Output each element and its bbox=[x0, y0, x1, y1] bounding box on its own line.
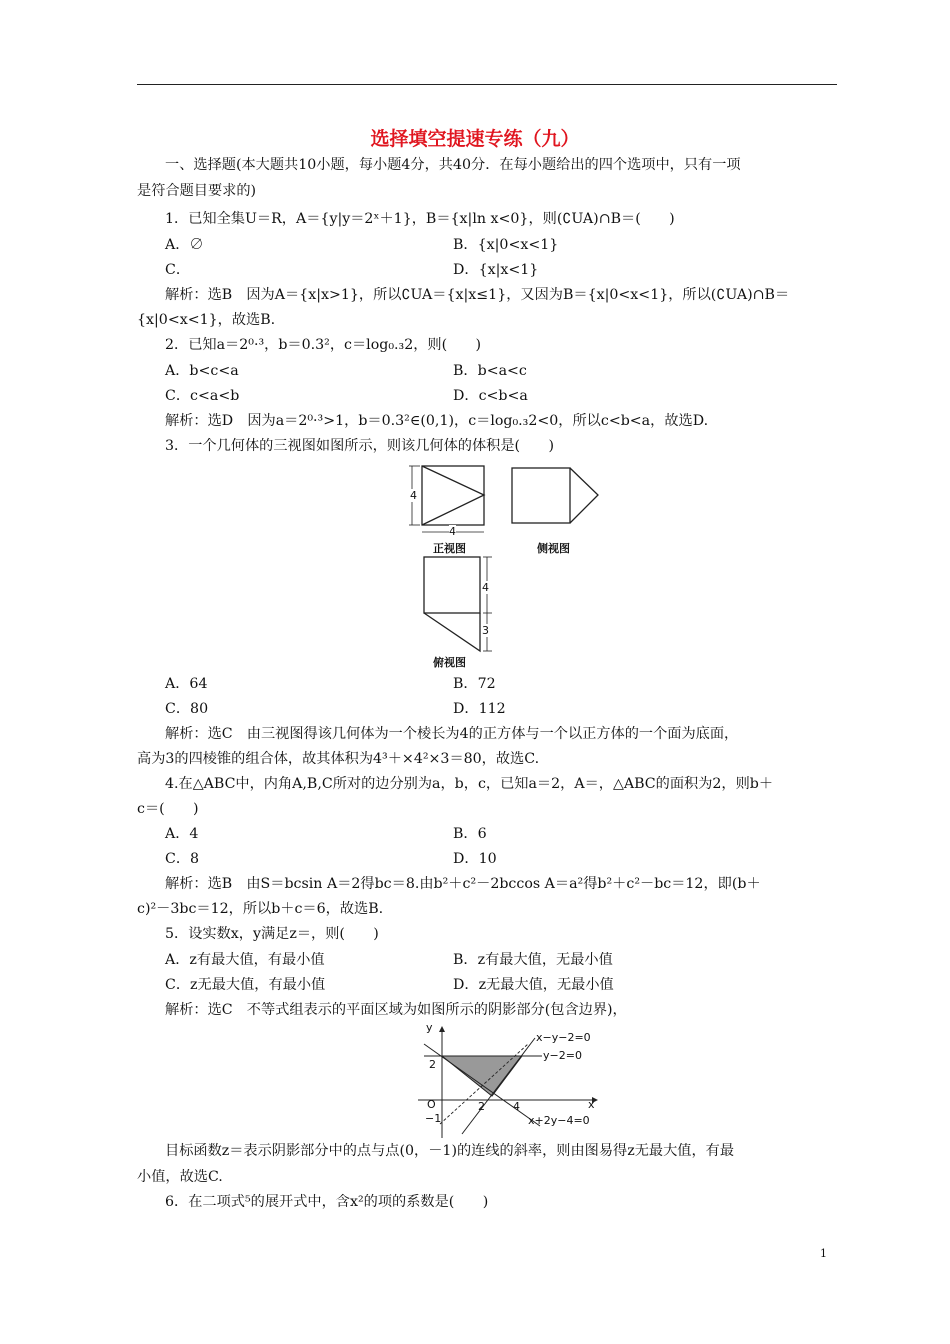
q3-option-c: C．80 bbox=[165, 701, 209, 717]
q5-stem: 5．设实数x，y满足z＝，则( ) bbox=[165, 926, 379, 942]
q1-option-b: B．{x|0<x<1} bbox=[453, 237, 559, 253]
q4-solution-line-1: 解析：选B 由S＝bcsin A＝2得bc＝8.由b²＋c²－2bccos A＝a²得b²＋c²－bc＝12，即(b＋ bbox=[165, 876, 761, 892]
q2-option-c: C．c<a<b bbox=[165, 388, 240, 404]
graph-origin-label: O bbox=[427, 1098, 436, 1111]
graph-line-x-minus-y-minus-2: x−y−2=0 bbox=[536, 1031, 591, 1044]
q3-stem: 3．一个几何体的三视图如图所示，则该几何体的体积是( ) bbox=[165, 438, 554, 454]
q5-solution: 解析：选C 不等式组表示的平面区域为如图所示的阴影部分(包含边界)， bbox=[165, 1002, 627, 1018]
q4-stem-line-1: 4.在△ABC中，内角A,B,C所对的边分别为a，b，c，已知a＝2，A＝，△ABC的面积为2，则b＋ bbox=[165, 776, 774, 792]
q3-solution-line-1: 解析：选C 由三视图得该几何体为一个棱长为4的正方体与一个以正方体的一个面为底面， bbox=[165, 726, 739, 742]
graph-tick-y-minus-1: −1 bbox=[425, 1112, 442, 1125]
intro-line-1: 一、选择题(本大题共10小题，每小题4分，共40分．在每小题给出的四个选项中，只有一项 bbox=[165, 157, 741, 173]
three-view-figure bbox=[400, 460, 620, 680]
graph-x-label: x bbox=[588, 1098, 595, 1111]
graph-line-y-minus-2: y−2=0 bbox=[543, 1049, 582, 1062]
q4-option-b: B．6 bbox=[453, 826, 487, 842]
q5-solution2-line-2: 小值，故选C. bbox=[137, 1169, 223, 1185]
header-rule bbox=[137, 84, 837, 85]
q4-solution-line-2: c)²－3bc＝12，所以b＋c＝6，故选B. bbox=[137, 901, 384, 917]
q4-option-a: A．4 bbox=[165, 826, 199, 842]
q5-solution2-line-1: 目标函数z＝表示阴影部分中的点与点(0，－1)的连线的斜率，则由图易得z无最大值，有最 bbox=[165, 1143, 735, 1159]
graph-y-label: y bbox=[426, 1021, 433, 1034]
q3-solution-line-2: 高为3的四棱锥的组合体，故其体积为4³＋×4²×3＝80，故选C. bbox=[137, 751, 540, 767]
q1-option-d: D．{x|x<1} bbox=[453, 262, 539, 278]
graph-line-x-plus-2y-minus-4: x+2y−4=0 bbox=[528, 1114, 590, 1127]
q2-stem: 2．已知a＝2⁰·³，b＝0.3²，c＝log₀.₃2，则( ) bbox=[165, 337, 482, 353]
line-x-minus-y-minus-2 bbox=[462, 1038, 535, 1134]
graph-tick-x-4: 4 bbox=[513, 1100, 520, 1113]
q5-option-a: A．z有最大值，有最小值 bbox=[165, 952, 325, 968]
q4-option-c: C．8 bbox=[165, 851, 200, 867]
top-view-caption: 俯视图 bbox=[433, 656, 466, 669]
q2-option-b: B．b<a<c bbox=[453, 363, 527, 379]
top-pyramid-dimension: 3 bbox=[482, 624, 489, 637]
q1-option-a: A．∅ bbox=[165, 237, 204, 253]
front-view bbox=[409, 466, 484, 532]
shaded-region bbox=[442, 1056, 522, 1096]
q1-solution-line-2: {x|0<x<1}，故选B. bbox=[137, 312, 276, 328]
front-width-dimension: 4 bbox=[449, 525, 456, 538]
graph-tick-y-2: 2 bbox=[429, 1058, 436, 1071]
q1-stem: 1．已知全集U＝R，A＝{y|y＝2ˣ＋1}，B＝{x|ln x<0}，则(∁UA)∩B＝( ) bbox=[165, 211, 675, 227]
page-number: 1 bbox=[820, 1247, 827, 1260]
q1-option-c: C． bbox=[165, 262, 191, 278]
q4-stem-line-2: c＝( ) bbox=[137, 801, 199, 817]
q1-solution-line-1: 解析：选B 因为A＝{x|x>1}，所以∁UA＝{x|x≤1}，又因为B＝{x|0<x<1}，所以(∁UA)∩B＝ bbox=[165, 287, 790, 303]
q2-option-a: A．b<c<a bbox=[165, 363, 239, 379]
side-view-caption: 侧视图 bbox=[537, 542, 570, 555]
q6-stem: 6．在二项式⁵的展开式中，含x²的项的系数是( ) bbox=[165, 1194, 489, 1210]
q4-option-d: D．10 bbox=[453, 851, 497, 867]
q2-solution: 解析：选D 因为a＝2⁰·³>1，b＝0.3²∈(0,1)，c＝log₀.₃2<0，所以c<b<a，故选D. bbox=[165, 413, 709, 429]
side-view bbox=[512, 468, 598, 523]
q5-option-b: B．z有最大值，无最小值 bbox=[453, 952, 613, 968]
intro-line-2: 是符合题目要求的) bbox=[137, 183, 257, 199]
top-square-dimension: 4 bbox=[482, 581, 489, 594]
q5-option-c: C．z无最大值，有最小值 bbox=[165, 977, 326, 993]
q3-option-d: D．112 bbox=[453, 701, 506, 717]
q2-option-d: D．c<b<a bbox=[453, 388, 528, 404]
front-height-dimension: 4 bbox=[410, 489, 417, 502]
q5-option-d: D．z无最大值，无最小值 bbox=[453, 977, 614, 993]
q3-option-b: B．72 bbox=[453, 676, 496, 692]
front-view-caption: 正视图 bbox=[433, 542, 466, 555]
page-title: 选择填空提速专练（九） bbox=[370, 128, 580, 150]
graph-tick-x-2: 2 bbox=[478, 1100, 485, 1113]
q3-option-a: A．64 bbox=[165, 676, 208, 692]
